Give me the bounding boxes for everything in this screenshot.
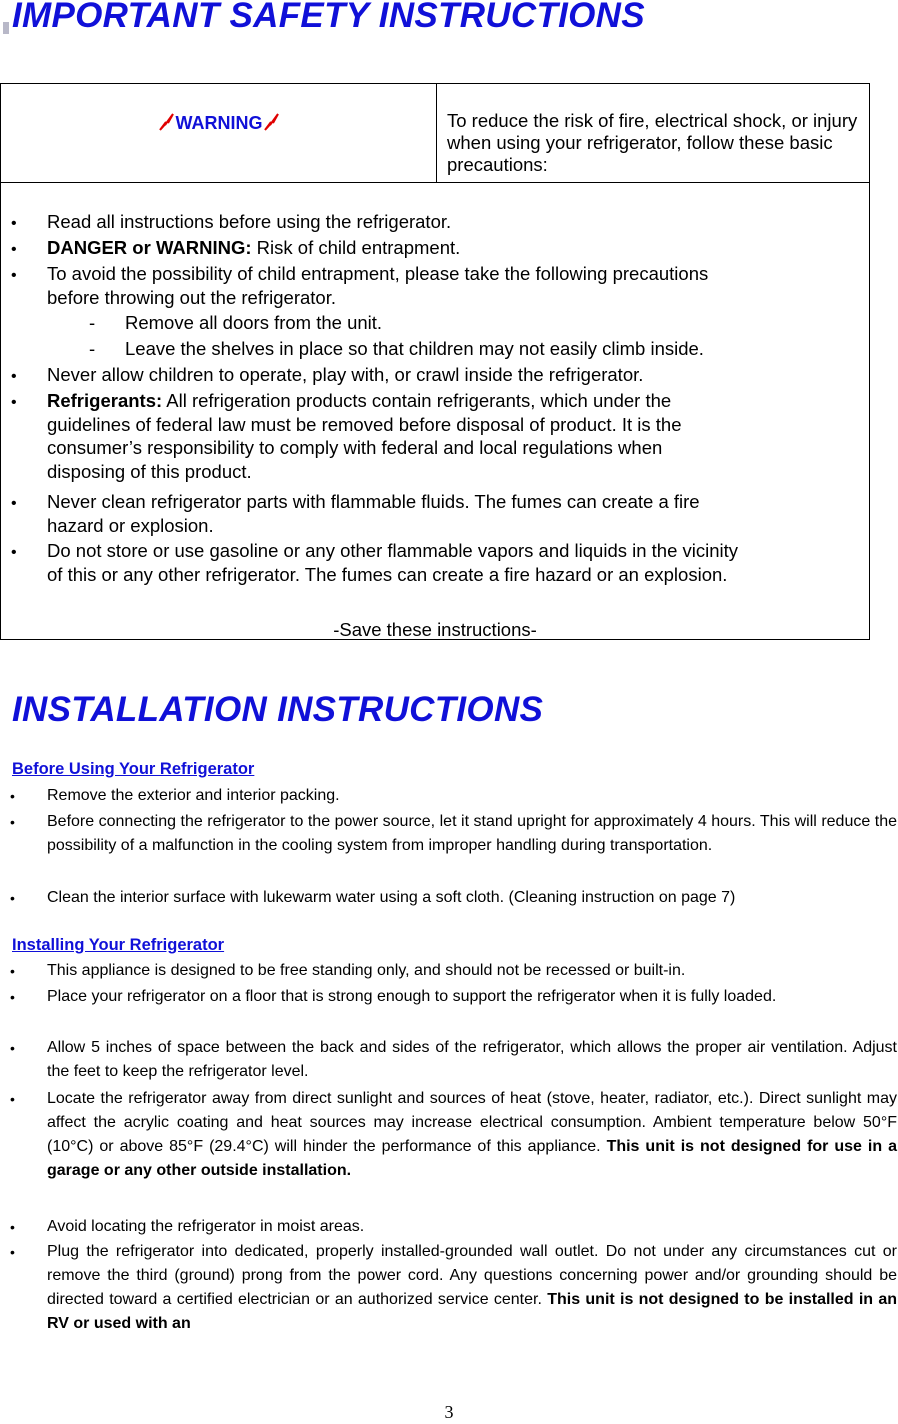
warning-item: Read all instructions before using the refrigerator. [47, 211, 452, 232]
installation-title: INSTALLATION INSTRUCTIONS [12, 690, 544, 729]
install-item: Place your refrigerator on a floor that is strong enough to support the refrigerator when it is fully loaded. [47, 988, 777, 1005]
warning-label-cell [1, 84, 437, 183]
bullet: • [11, 368, 17, 385]
warning-label [1, 112, 437, 134]
bullet: • [10, 1219, 15, 1235]
before-using-heading: Before Using Your Refrigerator [12, 760, 255, 778]
install-item: Locate the refrigerator away from direct sunlight and sources of heat (stove, heater, radiator, etc.). Direct sunlight may affect the acrylic coating and heat sources may increase electrical consumption. Ambient temperature below 50°F (10°C) or above 85°F (29.4°C) will hinder the performance of this appliance. This unit is not designed for use in a garage or any other outside installation. [47, 1090, 898, 1179]
warning-subitem: - Leave the shelves in place so that children may not easily climb inside. [89, 338, 704, 359]
lightning-bolt-icon [263, 112, 281, 132]
bullet: • [11, 267, 17, 284]
warning-intro: To reduce the risk of fire, electrical shock, or injury when using your refrigerator, follow these basic precautions: [437, 84, 870, 183]
install-item: Avoid locating the refrigerator in moist areas. [47, 1218, 365, 1235]
bullet: • [10, 1091, 15, 1107]
lightning-bolt-icon [158, 112, 176, 132]
safety-title: IMPORTANT SAFETY INSTRUCTIONS [12, 0, 645, 35]
warning-item: DANGER or WARNING: Risk of child entrapment. [47, 237, 461, 258]
bullet: • [10, 788, 15, 804]
bullet: • [11, 495, 17, 512]
warning-text: WARNING [175, 113, 263, 133]
bullet: • [11, 394, 17, 411]
bullet: • [10, 814, 15, 830]
warning-item: Never allow children to operate, play with, or crawl inside the refrigerator. [47, 364, 644, 385]
install-item: Remove the exterior and interior packing. [47, 787, 340, 804]
bullet: • [10, 890, 15, 906]
install-item: Before connecting the refrigerator to the power source, let it stand upright for approximately 4 hours. This will reduce the possibility of a malfunction in the cooling system from improper handling during transportation. [47, 813, 897, 854]
install-item: Allow 5 inches of space between the back and sides of the refrigerator, which allows the proper air ventilation. Adjust the feet to keep the refrigerator level. [47, 1039, 897, 1080]
warning-item: To avoid the possibility of child entrapment, please take the following precautions before throwing out the refrigerator. [47, 263, 709, 308]
installing-heading: Installing Your Refrigerator [12, 936, 225, 954]
bullet: • [11, 215, 17, 232]
warning-item: Do not store or use gasoline or any other flammable vapors and liquids in the vicinity of this or any other refrigerator. The fumes can create a fire hazard or an explosion. [47, 540, 739, 585]
bullet: • [10, 1244, 15, 1260]
warning-table [0, 83, 870, 640]
warning-item: Never clean refrigerator parts with flammable fluids. The fumes can create a fire hazard or explosion. [47, 491, 700, 536]
install-item: This appliance is designed to be free standing only, and should not be recessed or built-in. [47, 962, 686, 979]
bullet: • [10, 1040, 15, 1056]
page-number: 3 [444, 1402, 454, 1422]
install-item: Plug the refrigerator into dedicated, properly installed-grounded wall outlet. Do not under any circumstances cut or remove the third (ground) prong from the power cord. Any questions concerning power and/or grounding should be directed toward a certified electrician or an authorized service center. This unit is not designed to be installed in an RV or used with an [47, 1243, 898, 1332]
warning-subitem: - Remove all doors from the unit. [89, 312, 383, 333]
warning-item: Refrigerants: All refrigeration products contain refrigerants, which under the guidelines of federal law must be removed before disposal of product. It is the consumer’s responsibility to comply with federal and local regulations when disposing of this product. [47, 390, 682, 482]
bullet: • [10, 963, 15, 979]
bullet: • [11, 241, 17, 258]
bullet: • [10, 989, 15, 1005]
save-instructions: -Save these instructions- [333, 619, 537, 640]
install-item: Clean the interior surface with lukewarm water using a soft cloth. (Cleaning instruction on page 7) [47, 889, 736, 906]
bullet: • [11, 544, 17, 561]
corner-mark [3, 22, 9, 34]
